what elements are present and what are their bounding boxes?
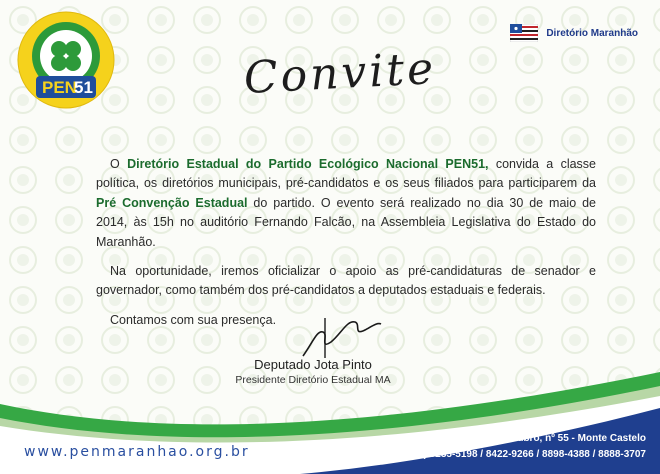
paragraph-1: [96, 155, 596, 252]
signer-name: Deputado Jota Pinto: [254, 357, 372, 372]
p1-end: do partido. O evento será realizado no dia 30 de maio de 2014, às 15h no auditório Fernando Falcão, na Assembleia Legislativa do Estado do Maranhão.: [96, 195, 596, 249]
state-directory-tag: [510, 24, 638, 42]
p1-middle: convida a classe política, os diretórios municipais, pré-candidatos e os seus filiados para participarem da: [96, 157, 596, 191]
footer-address: Rua 24 de Outubro, nº 55 - Monte Castelo: [450, 433, 646, 444]
maranhao-flag-icon: [510, 24, 538, 42]
state-directory-label: Diretório Maranhão: [546, 27, 638, 39]
signer-role: Presidente Diretório Estadual MA: [235, 374, 391, 386]
p1-open: O: [110, 157, 128, 171]
handwritten-signature: [295, 312, 385, 362]
svg-text:51: 51: [74, 78, 93, 97]
svg-text:PEN: PEN: [42, 78, 77, 97]
website-link: www.penmaranhao.org.br: [24, 444, 250, 460]
invitation-title: Convite: [242, 43, 438, 104]
pen51-logo: [16, 10, 116, 110]
footer-phones: Fone: (98) 8235-5198 / 8422-9266 / 8898-4388 / 8888-3707: [379, 449, 646, 460]
paragraph-2: Na oportunidade, iremos oficializar o apoio as pré-candidaturas de senador e governador, como também dos pré-candidatos a deputados estaduais e federais.: [96, 264, 596, 298]
highlight-directory: Diretório Estadual do Partido Ecológico Nacional PEN51,: [127, 157, 489, 171]
highlight-convention: Pré Convenção Estadual: [96, 195, 248, 210]
closing-line: Contamos com sua presença.: [110, 312, 277, 327]
